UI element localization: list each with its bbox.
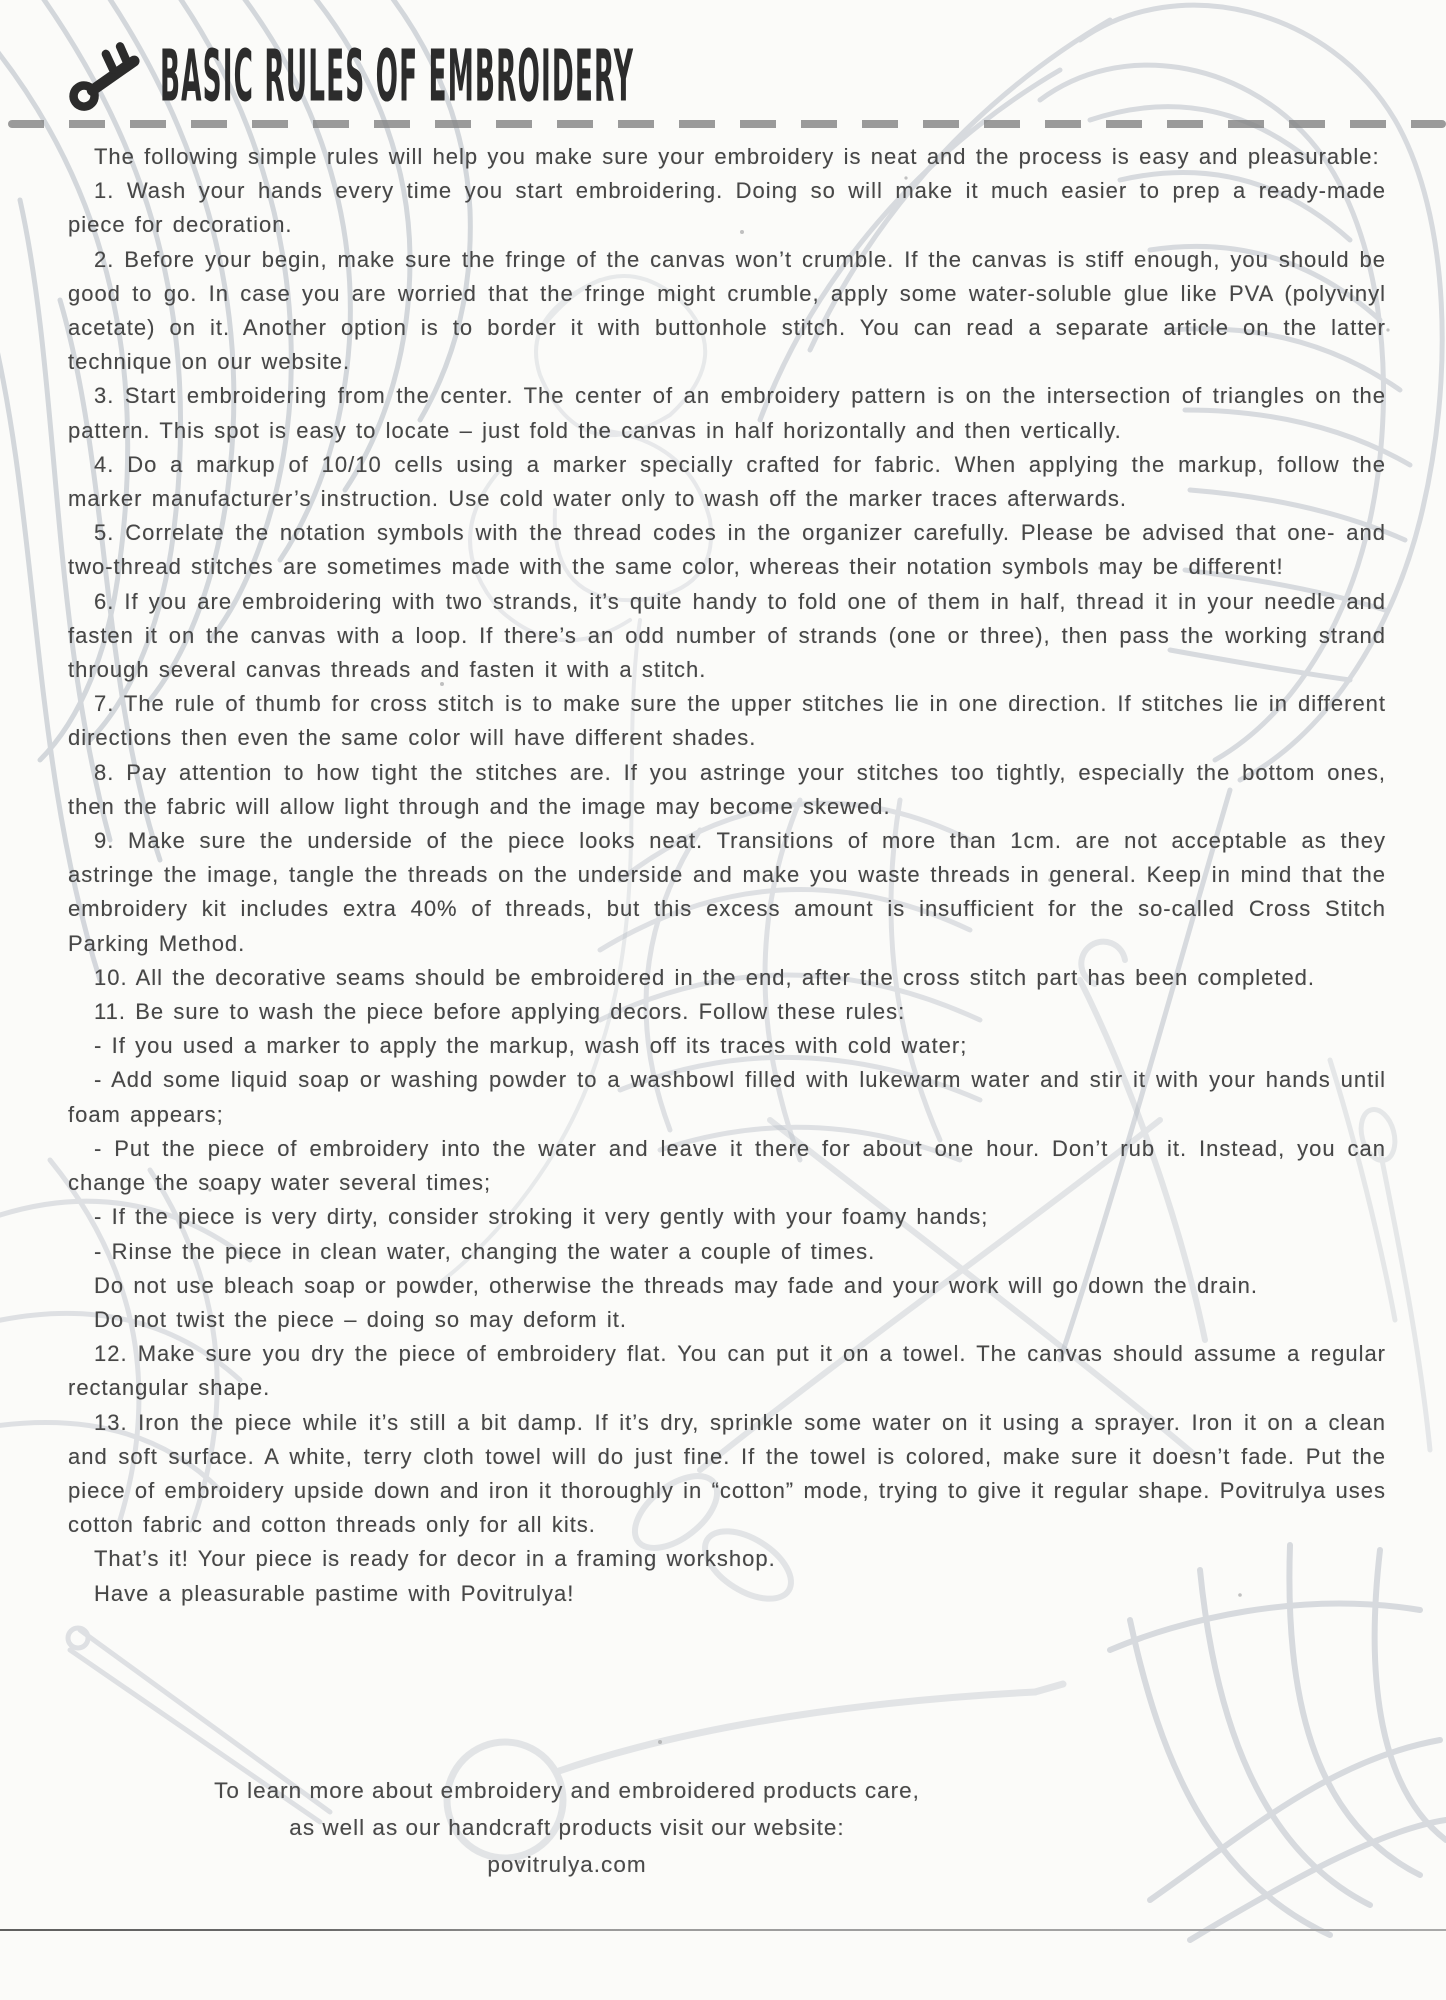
- paragraph: 4. Do a markup of 10/10 cells using a marker specially crafted for fabric. When applying the markup, follow the marker manufacturer’s instruction. Use cold water only to wash off the marker traces afterwards.: [68, 451, 1386, 512]
- paragraph: 6. If you are embroidering with two strands, it’s quite handy to fold one of them in half, thread it in your needle and fasten it on the canvas with a loop. If there’s an odd number of strands (one or three), then pass the working strand through several canvas threads and fasten it with a stitch.: [68, 588, 1386, 683]
- paragraph: 13. Iron the piece while it’s still a bit damp. If it’s dry, sprinkle some water on it using a sprayer. Iron it on a clean and soft surface. A white, terry cloth towel will do just fine. If the towel is colored, make sure it doesn’t fade. Put the piece of embroidery upside down and iron it thoroughly in “cotton” mode, trying to give it regular shape. Povitrulya uses cotton fabric and cotton threads only for all kits.: [68, 1409, 1386, 1538]
- paragraph: - Rinse the piece in clean water, changing the water a couple of times.: [94, 1238, 876, 1264]
- paragraph: 5. Correlate the notation symbols with the thread codes in the organizer carefully. Please be advised that one- and two-thread stitches are sometimes made with the same color, whereas their notation symbols may be different!: [68, 520, 1386, 580]
- paragraph: Have a pleasurable pastime with Povitrulya!: [94, 1580, 575, 1606]
- paragraph: 12. Make sure you dry the piece of embroidery flat. You can put it on a towel. The canvas should assume a regular rectangular shape.: [68, 1341, 1386, 1401]
- paragraph: - If the piece is very dirty, consider stroking it very gently with your foamy hands;: [94, 1204, 989, 1230]
- paragraph: The following simple rules will help you make sure your embroidery is neat and the process is easy and pleasurable:: [94, 144, 1380, 169]
- footer-line-2: as well as our handcraft products visit our website:: [289, 1815, 845, 1840]
- footer-line-1: To learn more about embroidery and embroidered products care,: [214, 1778, 920, 1803]
- paragraph: - If you used a marker to apply the markup, wash off its traces with cold water;: [94, 1033, 968, 1059]
- scan-edge-line: [0, 1929, 1446, 1931]
- key-icon: [66, 38, 148, 118]
- paragraph: 7. The rule of thumb for cross stitch is to make sure the upper stitches lie in one direction. If stitches lie in different directions then even the same color will have different shades.: [68, 691, 1386, 751]
- paragraph: Do not use bleach soap or powder, otherwise the threads may fade and your work will go down the drain.: [94, 1272, 1258, 1298]
- paragraph: Do not twist the piece – doing so may deform it.: [94, 1306, 627, 1332]
- page-title: BASIC RULES OF EMBROIDERY: [160, 34, 635, 119]
- paragraph: - Add some liquid soap or washing powder to a washbowl filled with lukewarm water and stir it with your hands until foam appears;: [68, 1067, 1386, 1127]
- paragraph: 2. Before your begin, make sure the fringe of the canvas won’t crumble. If the canvas is stiff enough, you should be good to go. In case you are worried that the fringe might crumble, apply some water-soluble glue like PVA (polyvinyl acetate) on it. Another option is to border it with buttonhole stitch. You can read a separate article on the latter technique on our website.: [68, 246, 1386, 375]
- paragraph: 9. Make sure the underside of the piece looks neat. Transitions of more than 1cm. are not acceptable as they astringe the image, tangle the threads on the underside and make you waste threads in general. Keep in mind that the embroidery kit includes extra 40% of threads, but this excess amount is insufficient for the so-called Cross Stitch Parking Method.: [68, 828, 1386, 956]
- paragraph: - Put the piece of embroidery into the water and leave it there for about one hour. Don’t rub it. Instead, you can change the soapy water several times;: [68, 1135, 1386, 1196]
- rules-text: [68, 140, 1386, 1611]
- header: [66, 34, 1007, 119]
- footer-note: [62, 1772, 1072, 1883]
- paragraph: 8. Pay attention to how tight the stitches are. If you astringe your stitches too tightly, especially the bottom ones, then the fabric will allow light through and the image may become skewed.: [68, 759, 1386, 819]
- footer-website: povitrulya.com: [487, 1852, 647, 1877]
- paragraph: That’s it! Your piece is ready for decor in a framing workshop.: [94, 1546, 776, 1572]
- paragraph: 1. Wash your hands every time you start embroidering. Doing so will make it much easier to prep a ready-made piece for decoration.: [68, 178, 1386, 238]
- paragraph: 3. Start embroidering from the center. The center of an embroidery pattern is on the intersection of triangles on the pattern. This spot is easy to locate – just fold the canvas in half horizontally and then vertically.: [68, 383, 1386, 443]
- title-underline-dashes: [8, 120, 1446, 128]
- paragraph: 11. Be sure to wash the piece before applying decors. Follow these rules:: [94, 999, 906, 1025]
- paragraph: 10. All the decorative seams should be embroidered in the end, after the cross stitch part has been completed.: [94, 964, 1316, 990]
